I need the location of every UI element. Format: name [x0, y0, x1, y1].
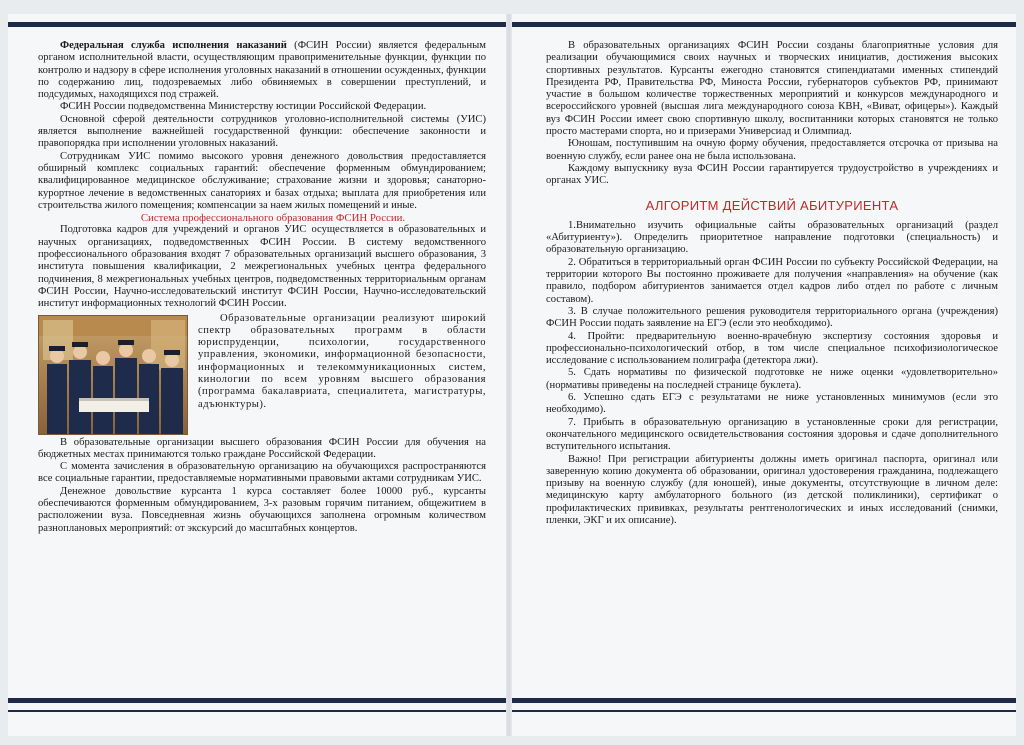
cadets-photo: [38, 315, 188, 435]
bottom-band-thick-line: [8, 698, 1016, 703]
step-1: 1.Внимательно изучить официальные сайты образовательных организаций (раздел «Абитуриенту»). Определить приоритетное направление подготовки (специальность) и образовательную организацию.: [546, 219, 998, 256]
paragraph-deferment: Юношам, поступившим на очную форму обучения, предоставляется отсрочка от призыва на военную службу, если ранее она не была использована.: [546, 138, 998, 162]
top-decorative-band: [8, 14, 1016, 42]
intro-text: (ФСИН России) является федеральным органом исполнительной власти, осуществляющим правоприменительные функции, функции по контролю и надзору в сфере исполнения уголовных наказаний в отношении осужденных, функции по содержанию лиц, подозреваемых либо обвиняемых в совершении преступлений, и подсудимых, находящихся под стражей.: [38, 40, 486, 101]
paragraph-allowance: Денежное довольствие курсанта 1 курса составляет более 10000 руб., курсанты обеспечиваются форменным обмундированием, 3-х разовым горячим питанием, общежитием в расположении вуза. Повседневная жизнь обучающихся заполнена огромным количеством разноплановых мероприятий: от экскурсий до масштабных концертов.: [38, 485, 486, 534]
paragraph-programs: Образовательные организации реализуют широкий спектр образовательных программ в области юриспруденции, психологии, государственного управления, экономики, информационной безопасности, информационных и телекоммуникационных систем, кинологии по всем уровням высшего образования (программа бакалавриата, специалитета, магистратуры, адъюнктуры).: [198, 312, 486, 410]
photo-text-block: [38, 313, 486, 437]
right-page: [546, 40, 998, 527]
intro-paragraph: [38, 40, 486, 101]
paragraph-enrollment-guarantees: С момента зачисления в образовательную организацию на обучающихся распространяются все социальные гарантии, предоставляемые нормативными правовыми актами сотрудникам УИС.: [38, 461, 486, 485]
paragraph-social-guarantees: Сотрудникам УИС помимо высокого уровня денежного довольствия предоставляется обширный комплекс социальных гарантий: обеспечение форменным обмундированием; квалифицированное медицинское обслуживание; страхование жизни и здоровья; санаторно-курортное лечение в ведомственных санаториях и базах отдыха; выплата для приобретения или строительства жилого помещения; компенсации за наем жилых помещений и иные.: [38, 150, 486, 211]
booklet-spread: [8, 14, 1016, 736]
cadets-photo-illustration: [39, 316, 187, 434]
paragraph-employment: Каждому выпускнику вуза ФСИН России гарантируется трудоустройство в учреждениях и органах УИС.: [546, 162, 998, 187]
step-5: 5. Сдать нормативы по физической подготовке не ниже оценки «удовлетворительно» (нормативы приведены на последней странице буклета).: [546, 367, 998, 391]
top-band-line: [8, 22, 1016, 27]
section-title-education-system: Система профессионального образования ФСИН России.: [140, 212, 406, 225]
bottom-decorative-band: [8, 690, 1016, 736]
step-4: 4. Пройти: предварительную военно-врачебную экспертизу состояния здоровья и профессионально-психологический отбор, в том числе специальное психофизиологическое исследование с использованием полиграфа (детектора лжи).: [546, 330, 998, 367]
paragraph-citizenship: В образовательные организации высшего образования ФСИН России для обучения на бюджетных местах принимаются только граждане Российской Федерации.: [38, 436, 486, 460]
intro-bold-term: Федеральная служба исполнения наказаний: [60, 40, 287, 51]
step-7: 7. Прибыть в образовательную организацию в установленные сроки для регистрации, окончательного медицинского освидетельствования состояния здоровья и сдаче дополнительного вступительного испытания.: [546, 416, 998, 453]
paragraph-main-sphere: Основной сферой деятельности сотрудников уголовно-исполнительной системы (УИС) является выполнение важнейшей государственной функции: обеспечение законности и правопорядка при исполнении уголовных наказаний.: [38, 113, 486, 150]
algorithm-title: АЛГОРИТМ ДЕЙСТВИЙ АБИТУРИЕНТА: [645, 197, 899, 213]
paragraph-training: Подготовка кадров для учреждений и органов УИС осуществляется в образовательных и научных организациях, подведомственных ФСИН России. В систему ведомственного профессионального образования входят 7 образовательных организаций высшего образования, 3 института повышения квалификации, 2 межрегиональных учебных центра федерального подчинения, 8 межрегиональных учебных центров, подведомственных территориальным органам ФСИН России, Научно-исследовательский институт ФСИН России, Научно-исследовательский институт информационных технологий ФСИН России.: [38, 224, 486, 310]
bottom-band-thin-line: [8, 710, 1016, 712]
step-6: 6. Успешно сдать ЕГЭ с результатами не ниже установленных минимумов (если это необходимо).: [546, 392, 998, 416]
paragraph-conditions: В образовательных организациях ФСИН России созданы благоприятные условия для реализации обучающимися своих научных и творческих инициатив, достижения высоких спортивных результатов. Курсанты ежегодно становятся стипендиатами именных стипендий Президента РФ, Правительства РФ, Миноста России, губернаторов субъектов РФ, принимают участие в большом количестве торжественных мероприятий и конкурсов международного и всероссийского уровней (высшая лига международного союза КВН, «Виват, офицеры»). Каждый вуз ФСИН России имеет свою спортивную школу, воспитанники которых становятся не только просто мастерами спорта, но и призерами Универсиад и Олимпиад.: [546, 40, 998, 138]
left-page: [38, 40, 486, 535]
paragraph-ministry: ФСИН России подведомственна Министерству юстиции Российской Федерации.: [60, 101, 427, 113]
important-note: Важно! При регистрации абитуриенты должны иметь оригинал паспорта, оригинал или заверенную копию документа об образовании, оригинал удостоверения гражданина, подлежащего призыву на военную службу (для юношей), иные документы, отсутствующие в личном деле: медицинскую карту амбулаторного больного (из детской поликлиники), сертификат о профилактических прививках, результаты рентгенологических и иных исследований (снимки, пленки, ЭКГ и их описание).: [546, 453, 998, 526]
step-3: 3. В случае положительного решения руководителя территориального органа (учреждения) ФСИН России подать заявление на ЕГЭ (если это необходимо).: [546, 305, 998, 330]
page-fold: [506, 14, 512, 736]
step-2: 2. Обратиться в территориальный орган ФСИН России по субъекту Российской Федерации, на территории которого Вы постоянно проживаете для получения «направления» на обучение (как правило, подбором абитуриентов занимается отдел кадров либо отдел по работе с личным составом).: [546, 256, 998, 305]
